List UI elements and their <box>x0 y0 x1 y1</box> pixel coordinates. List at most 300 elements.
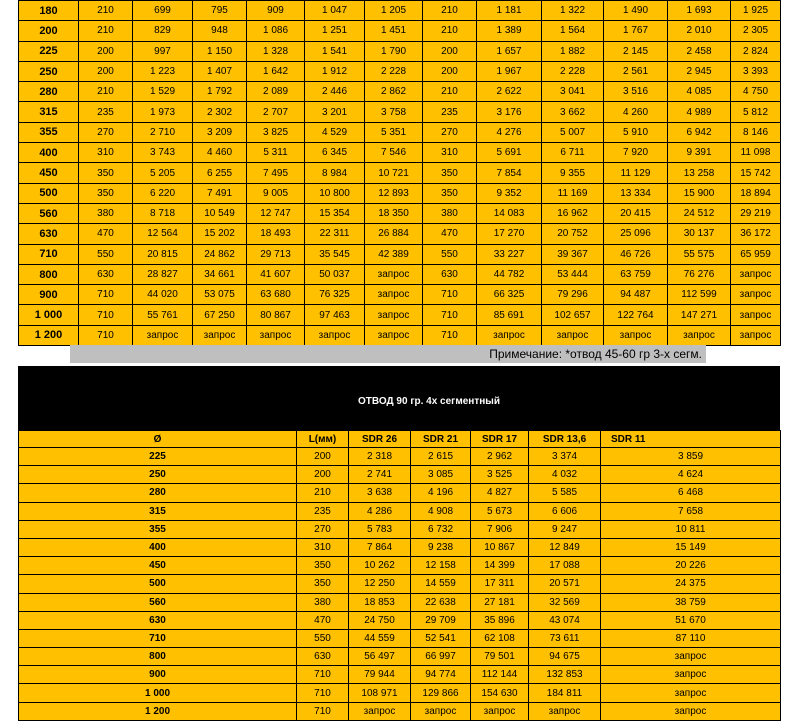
price-cell: 94 774 <box>411 666 471 684</box>
price-cell: 210 <box>297 484 349 502</box>
price-table-90deg-elbow <box>18 430 781 721</box>
price-cell: 1 451 <box>365 21 423 41</box>
diameter-cell: 225 <box>19 448 297 466</box>
price-cell: 3 662 <box>542 102 604 122</box>
price-cell: запрос <box>601 702 781 720</box>
price-cell: 76 325 <box>305 285 365 305</box>
price-cell: 13 258 <box>668 163 731 183</box>
price-cell: 24 862 <box>193 244 247 264</box>
price-cell: 550 <box>79 244 133 264</box>
price-cell: 1 047 <box>305 1 365 21</box>
price-cell: 710 <box>79 325 133 345</box>
price-cell: 4 260 <box>604 102 668 122</box>
price-cell: 350 <box>297 557 349 575</box>
price-cell: 112 599 <box>668 285 731 305</box>
price-cell: 14 559 <box>411 575 471 593</box>
price-cell: 2 228 <box>365 61 423 81</box>
price-cell: 55 761 <box>133 305 193 325</box>
table-row <box>19 82 781 102</box>
price-cell: 44 782 <box>477 264 542 284</box>
price-cell: 350 <box>297 575 349 593</box>
diameter-cell: 630 <box>19 611 297 629</box>
price-cell: 20 815 <box>133 244 193 264</box>
price-cell: 129 866 <box>411 684 471 702</box>
price-cell: 630 <box>423 264 477 284</box>
price-cell: запрос <box>731 264 781 284</box>
price-cell: 1 642 <box>247 61 305 81</box>
price-cell: 310 <box>297 538 349 556</box>
price-cell: запрос <box>365 285 423 305</box>
price-cell: 42 389 <box>365 244 423 264</box>
diameter-cell: 500 <box>19 183 79 203</box>
diameter-cell: 560 <box>19 203 79 223</box>
price-cell: 7 854 <box>477 163 542 183</box>
price-cell: 4 624 <box>601 466 781 484</box>
price-cell: 7 906 <box>471 520 529 538</box>
diameter-cell: 900 <box>19 666 297 684</box>
price-cell: 10 800 <box>305 183 365 203</box>
price-cell: 73 611 <box>529 629 601 647</box>
price-cell: 1 389 <box>477 21 542 41</box>
table-row <box>19 244 781 264</box>
price-cell: 6 732 <box>411 520 471 538</box>
price-cell: 122 764 <box>604 305 668 325</box>
price-cell: 235 <box>79 102 133 122</box>
price-cell: 997 <box>133 41 193 61</box>
price-cell: 9 247 <box>529 520 601 538</box>
price-cell: 270 <box>423 122 477 142</box>
price-cell: 66 997 <box>411 648 471 666</box>
price-cell: 12 250 <box>349 575 411 593</box>
price-cell: запрос <box>601 666 781 684</box>
price-cell: 1 328 <box>247 41 305 61</box>
price-cell: 710 <box>297 702 349 720</box>
price-cell: 3 825 <box>247 122 305 142</box>
table-row <box>19 557 781 575</box>
price-cell: 200 <box>423 41 477 61</box>
price-cell: запрос <box>731 285 781 305</box>
diameter-cell: 355 <box>19 520 297 538</box>
price-cell: 270 <box>79 122 133 142</box>
price-cell: 2 302 <box>193 102 247 122</box>
price-cell: 6 255 <box>193 163 247 183</box>
price-cell: 470 <box>297 611 349 629</box>
price-cell: 24 750 <box>349 611 411 629</box>
table-row <box>19 122 781 142</box>
price-cell: 50 037 <box>305 264 365 284</box>
price-cell: 15 149 <box>601 538 781 556</box>
price-cell: 6 468 <box>601 484 781 502</box>
price-cell: 2 446 <box>305 82 365 102</box>
price-cell: 10 721 <box>365 163 423 183</box>
price-cell: запрос <box>542 325 604 345</box>
diameter-cell: 710 <box>19 629 297 647</box>
price-cell: запрос <box>604 325 668 345</box>
price-cell: 380 <box>79 203 133 223</box>
diameter-cell: 280 <box>19 484 297 502</box>
price-cell: 5 673 <box>471 502 529 520</box>
price-cell: 14 083 <box>477 203 542 223</box>
price-cell: 210 <box>79 1 133 21</box>
diameter-cell: 900 <box>19 285 79 305</box>
price-cell: 9 238 <box>411 538 471 556</box>
price-cell: 34 661 <box>193 264 247 284</box>
price-cell: 710 <box>423 285 477 305</box>
price-cell: 27 181 <box>471 593 529 611</box>
price-cell: 1 407 <box>193 61 247 81</box>
price-cell: запрос <box>365 325 423 345</box>
diameter-cell: 450 <box>19 557 297 575</box>
price-cell: 33 227 <box>477 244 542 264</box>
price-cell: 5 007 <box>542 122 604 142</box>
price-cell: 53 075 <box>193 285 247 305</box>
price-cell: 1 767 <box>604 21 668 41</box>
price-cell: 55 575 <box>668 244 731 264</box>
price-cell: 200 <box>79 61 133 81</box>
price-cell: 63 680 <box>247 285 305 305</box>
price-cell: 2 458 <box>668 41 731 61</box>
diameter-cell: 400 <box>19 538 297 556</box>
price-cell: 36 172 <box>731 224 781 244</box>
column-header-length: L(мм) <box>297 431 349 448</box>
price-cell: 1 564 <box>542 21 604 41</box>
table-row <box>19 702 781 720</box>
price-cell: 1 086 <box>247 21 305 41</box>
price-cell: 1 790 <box>365 41 423 61</box>
price-cell: 710 <box>297 666 349 684</box>
table-row <box>19 21 781 41</box>
price-cell: 1 967 <box>477 61 542 81</box>
price-cell: 18 350 <box>365 203 423 223</box>
diameter-cell: 355 <box>19 122 79 142</box>
price-cell: 1 792 <box>193 82 247 102</box>
price-cell: 30 137 <box>668 224 731 244</box>
price-cell: 102 657 <box>542 305 604 325</box>
table-row <box>19 61 781 81</box>
price-cell: 235 <box>423 102 477 122</box>
price-cell: 14 399 <box>471 557 529 575</box>
price-cell: 22 638 <box>411 593 471 611</box>
price-cell: 76 276 <box>668 264 731 284</box>
diameter-cell: 450 <box>19 163 79 183</box>
price-cell: 63 759 <box>604 264 668 284</box>
diameter-cell: 180 <box>19 1 79 21</box>
price-cell: 2 010 <box>668 21 731 41</box>
table-row <box>19 575 781 593</box>
price-cell: 200 <box>297 466 349 484</box>
price-cell: 29 709 <box>411 611 471 629</box>
price-cell: 2 710 <box>133 122 193 142</box>
price-cell: 470 <box>423 224 477 244</box>
price-cell: запрос <box>365 305 423 325</box>
table-row <box>19 203 781 223</box>
price-cell: 3 176 <box>477 102 542 122</box>
table-row <box>19 502 781 520</box>
price-cell: 7 658 <box>601 502 781 520</box>
price-cell: 4 276 <box>477 122 542 142</box>
price-cell: 5 311 <box>247 143 305 163</box>
price-cell: 710 <box>297 684 349 702</box>
price-cell: 66 325 <box>477 285 542 305</box>
table-row <box>19 264 781 284</box>
price-cell: 2 305 <box>731 21 781 41</box>
price-cell: 10 811 <box>601 520 781 538</box>
price-cell: 12 893 <box>365 183 423 203</box>
price-cell: 18 894 <box>731 183 781 203</box>
price-cell: 10 867 <box>471 538 529 556</box>
table-row <box>19 1 781 21</box>
price-cell: 52 541 <box>411 629 471 647</box>
price-cell: 210 <box>79 21 133 41</box>
price-cell: запрос <box>365 264 423 284</box>
price-cell: 4 827 <box>471 484 529 502</box>
price-cell: 79 944 <box>349 666 411 684</box>
price-cell: 2 089 <box>247 82 305 102</box>
price-cell: 1 205 <box>365 1 423 21</box>
price-cell: 3 638 <box>349 484 411 502</box>
price-cell: 46 726 <box>604 244 668 264</box>
price-cell: 41 607 <box>247 264 305 284</box>
price-cell: 7 920 <box>604 143 668 163</box>
price-cell: запрос <box>193 325 247 345</box>
price-cell: 11 169 <box>542 183 604 203</box>
price-cell: 87 110 <box>601 629 781 647</box>
table-row <box>19 305 781 325</box>
price-cell: 25 096 <box>604 224 668 244</box>
price-cell: 550 <box>297 629 349 647</box>
table-row <box>19 666 781 684</box>
diameter-cell: 630 <box>19 224 79 244</box>
price-cell: 6 220 <box>133 183 193 203</box>
price-cell: 3 201 <box>305 102 365 122</box>
table-row <box>19 285 781 305</box>
price-cell: 1 181 <box>477 1 542 21</box>
price-cell: 4 460 <box>193 143 247 163</box>
price-cell: 38 759 <box>601 593 781 611</box>
price-cell: 4 085 <box>668 82 731 102</box>
table-row <box>19 611 781 629</box>
price-cell: 4 196 <box>411 484 471 502</box>
price-cell: 200 <box>297 448 349 466</box>
price-cell: 94 675 <box>529 648 601 666</box>
price-cell: 1 693 <box>668 1 731 21</box>
price-cell: 20 226 <box>601 557 781 575</box>
price-cell: 2 622 <box>477 82 542 102</box>
price-cell: 24 375 <box>601 575 781 593</box>
price-cell: 39 367 <box>542 244 604 264</box>
price-cell: 10 262 <box>349 557 411 575</box>
diameter-cell: 315 <box>19 102 79 122</box>
price-cell: 20 571 <box>529 575 601 593</box>
table-row <box>19 143 781 163</box>
table-row <box>19 538 781 556</box>
price-cell: 17 311 <box>471 575 529 593</box>
column-header-sdr21: SDR 21 <box>411 431 471 448</box>
price-cell: 17 270 <box>477 224 542 244</box>
table-header-row <box>19 431 781 448</box>
price-cell: 7 864 <box>349 538 411 556</box>
price-cell: 948 <box>193 21 247 41</box>
price-cell: 6 942 <box>668 122 731 142</box>
price-cell: 5 205 <box>133 163 193 183</box>
price-cell: 22 311 <box>305 224 365 244</box>
table-row <box>19 484 781 502</box>
price-cell: 270 <box>297 520 349 538</box>
price-cell: 80 867 <box>247 305 305 325</box>
price-cell: 65 959 <box>731 244 781 264</box>
price-cell: запрос <box>471 702 529 720</box>
price-cell: 210 <box>423 21 477 41</box>
footnote: Примечание: *отвод 45-60 гр 3-х сегм. <box>70 345 706 363</box>
price-cell: запрос <box>133 325 193 345</box>
price-cell: 350 <box>79 163 133 183</box>
price-cell: 94 487 <box>604 285 668 305</box>
price-cell: 2 824 <box>731 41 781 61</box>
price-cell: 235 <box>297 502 349 520</box>
price-cell: 62 108 <box>471 629 529 647</box>
price-cell: 29 713 <box>247 244 305 264</box>
price-cell: 10 549 <box>193 203 247 223</box>
price-cell: 2 615 <box>411 448 471 466</box>
price-cell: 32 569 <box>529 593 601 611</box>
price-cell: 79 296 <box>542 285 604 305</box>
price-cell: 2 707 <box>247 102 305 122</box>
diameter-cell: 710 <box>19 244 79 264</box>
table-row <box>19 684 781 702</box>
diameter-cell: 280 <box>19 82 79 102</box>
price-cell: 2 862 <box>365 82 423 102</box>
price-cell: 12 747 <box>247 203 305 223</box>
price-cell: 2 741 <box>349 466 411 484</box>
price-cell: 2 145 <box>604 41 668 61</box>
price-cell: 3 085 <box>411 466 471 484</box>
price-cell: 1 322 <box>542 1 604 21</box>
price-cell: 470 <box>79 224 133 244</box>
price-cell: 56 497 <box>349 648 411 666</box>
price-cell: запрос <box>731 325 781 345</box>
diameter-cell: 250 <box>19 466 297 484</box>
price-cell: 11 098 <box>731 143 781 163</box>
price-cell: 7 546 <box>365 143 423 163</box>
diameter-cell: 1 200 <box>19 702 297 720</box>
price-cell: 829 <box>133 21 193 41</box>
table-row <box>19 325 781 345</box>
price-cell: 200 <box>79 41 133 61</box>
price-cell: 29 219 <box>731 203 781 223</box>
diameter-cell: 315 <box>19 502 297 520</box>
price-cell: 1 882 <box>542 41 604 61</box>
price-cell: 12 564 <box>133 224 193 244</box>
diameter-cell: 250 <box>19 61 79 81</box>
price-cell: 210 <box>423 82 477 102</box>
price-cell: запрос <box>601 684 781 702</box>
table-row <box>19 448 781 466</box>
price-cell: 310 <box>423 143 477 163</box>
price-cell: 630 <box>297 648 349 666</box>
price-cell: 4 908 <box>411 502 471 520</box>
price-cell: 3 209 <box>193 122 247 142</box>
table-row <box>19 183 781 203</box>
price-cell: 2 561 <box>604 61 668 81</box>
price-cell: 43 074 <box>529 611 601 629</box>
price-cell: 17 088 <box>529 557 601 575</box>
price-cell: 154 630 <box>471 684 529 702</box>
price-cell: 44 559 <box>349 629 411 647</box>
price-cell: 3 374 <box>529 448 601 466</box>
price-cell: 18 493 <box>247 224 305 244</box>
price-cell: 67 250 <box>193 305 247 325</box>
price-cell: 20 752 <box>542 224 604 244</box>
price-cell: 7 491 <box>193 183 247 203</box>
price-cell: 6 711 <box>542 143 604 163</box>
price-cell: 350 <box>79 183 133 203</box>
price-cell: 18 853 <box>349 593 411 611</box>
price-cell: 79 501 <box>471 648 529 666</box>
diameter-cell: 200 <box>19 21 79 41</box>
price-cell: запрос <box>731 305 781 325</box>
price-cell: 795 <box>193 1 247 21</box>
price-cell: 12 849 <box>529 538 601 556</box>
price-cell: запрос <box>477 325 542 345</box>
price-cell: 11 129 <box>604 163 668 183</box>
price-cell: 3 393 <box>731 61 781 81</box>
diameter-cell: 1 200 <box>19 325 79 345</box>
diameter-cell: 1 000 <box>19 305 79 325</box>
price-cell: 8 146 <box>731 122 781 142</box>
price-cell: 5 783 <box>349 520 411 538</box>
price-cell: 2 962 <box>471 448 529 466</box>
table-row <box>19 629 781 647</box>
table-row <box>19 593 781 611</box>
price-cell: 4 286 <box>349 502 411 520</box>
price-cell: 112 144 <box>471 666 529 684</box>
price-cell: 8 718 <box>133 203 193 223</box>
price-cell: запрос <box>601 648 781 666</box>
column-header-sdr26: SDR 26 <box>349 431 411 448</box>
table-row <box>19 163 781 183</box>
price-cell: 710 <box>79 285 133 305</box>
table-row <box>19 41 781 61</box>
table-row <box>19 648 781 666</box>
price-cell: 15 354 <box>305 203 365 223</box>
price-cell: 20 415 <box>604 203 668 223</box>
price-cell: запрос <box>668 325 731 345</box>
price-cell: 350 <box>423 183 477 203</box>
price-cell: 1 490 <box>604 1 668 21</box>
price-cell: 15 900 <box>668 183 731 203</box>
price-cell: 210 <box>423 1 477 21</box>
price-cell: 3 743 <box>133 143 193 163</box>
price-cell: 1 657 <box>477 41 542 61</box>
price-cell: 9 355 <box>542 163 604 183</box>
price-cell: запрос <box>411 702 471 720</box>
price-cell: 108 971 <box>349 684 411 702</box>
price-cell: 16 962 <box>542 203 604 223</box>
price-cell: 184 811 <box>529 684 601 702</box>
price-cell: 630 <box>79 264 133 284</box>
price-cell: 1 912 <box>305 61 365 81</box>
price-cell: 9 391 <box>668 143 731 163</box>
column-header-sdr11: SDR 11 <box>601 431 781 448</box>
price-cell: 3 525 <box>471 466 529 484</box>
price-cell: запрос <box>247 325 305 345</box>
price-cell: 2 945 <box>668 61 731 81</box>
price-table-segmented-elbows <box>18 0 781 346</box>
price-cell: запрос <box>305 325 365 345</box>
price-cell: 8 984 <box>305 163 365 183</box>
price-cell: 1 925 <box>731 1 781 21</box>
diameter-cell: 225 <box>19 41 79 61</box>
